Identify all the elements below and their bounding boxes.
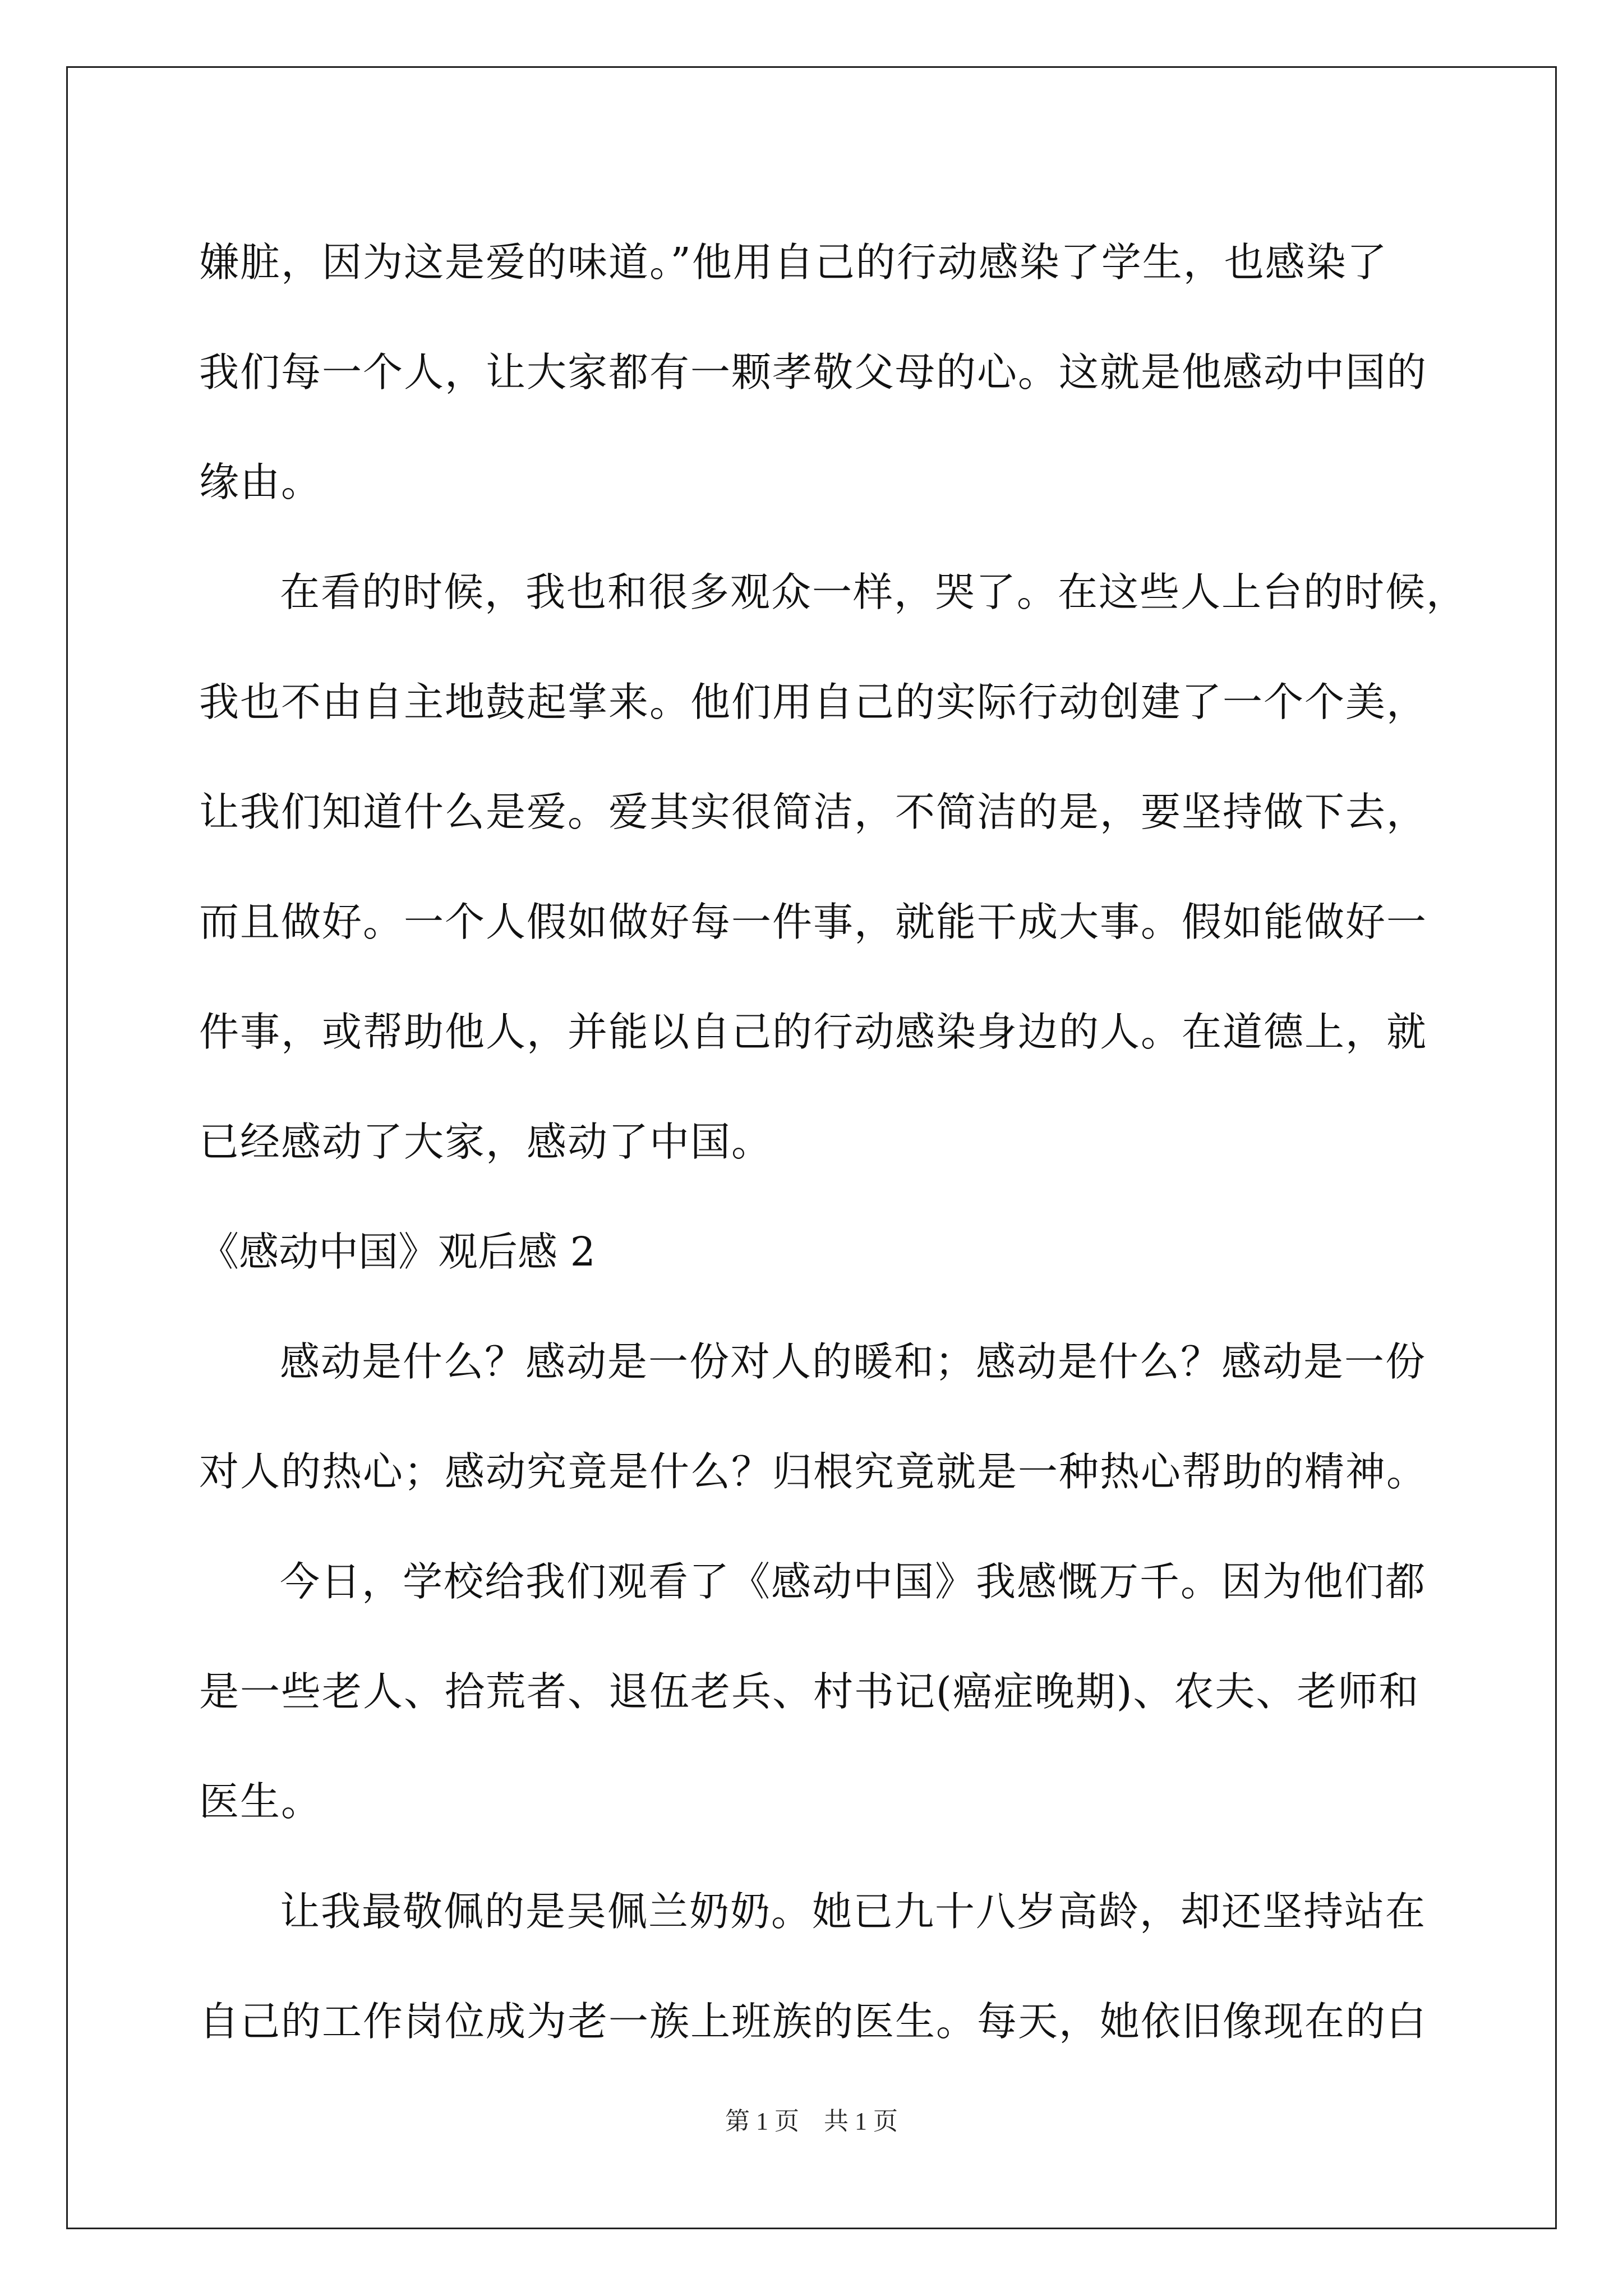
paragraph-line: 我也不由自主地鼓起掌来。他们用自己的实际行动创建了一个个美， bbox=[199, 679, 1428, 725]
paragraph-line: 今日，学校给我们观看了《感动中国》我感慨万千。因为他们都 bbox=[280, 1558, 1427, 1605]
paragraph-line: 让我们知道什么是爱。爱其实很简洁，不简洁的是，要坚持做下去， bbox=[199, 789, 1428, 835]
section-heading: 《感动中国》观后感 2 bbox=[199, 1228, 596, 1275]
paragraph-line: 是一些老人、拾荒者、退伍老兵、村书记(癌症晚期)、农夫、老师和 bbox=[199, 1668, 1420, 1715]
paragraph-line: 医生。 bbox=[199, 1778, 322, 1825]
paragraph-line: 缘由。 bbox=[199, 459, 322, 505]
paragraph-line: 而且做好。一个人假如做好每一件事，就能干成大事。假如能做好一 bbox=[199, 899, 1428, 945]
paragraph-line: 让我最敬佩的是吴佩兰奶奶。她已九十八岁高龄，却还坚持站在 bbox=[280, 1888, 1427, 1935]
paragraph-line: 感动是什么？感动是一份对人的暖和；感动是什么？感动是一份 bbox=[280, 1338, 1427, 1385]
paragraph-line: 自己的工作岗位成为老一族上班族的医生。每天，她依旧像现在的白 bbox=[199, 1998, 1428, 2045]
paragraph-line: 嫌脏，因为这是爱的味道。”他用自己的行动感染了学生，也感染了 bbox=[199, 239, 1388, 286]
paragraph-line: 件事，或帮助他人，并能以自己的行动感染身边的人。在道德上，就 bbox=[199, 1009, 1428, 1055]
paragraph-line: 我们每一个人，让大家都有一颗孝敬父母的心。这就是他感动中国的 bbox=[199, 349, 1428, 395]
document-body bbox=[199, 208, 1468, 2077]
page-number-footer: 第 1 页 共 1 页 bbox=[725, 2108, 898, 2135]
paragraph-line: 已经感动了大家，感动了中国。 bbox=[199, 1119, 773, 1165]
paragraph-line: 对人的热心；感动究竟是什么？归根究竟就是一种热心帮助的精神。 bbox=[199, 1448, 1428, 1495]
paragraph-line: 在看的时候，我也和很多观众一样，哭了。在这些人上台的时候， bbox=[280, 569, 1468, 615]
